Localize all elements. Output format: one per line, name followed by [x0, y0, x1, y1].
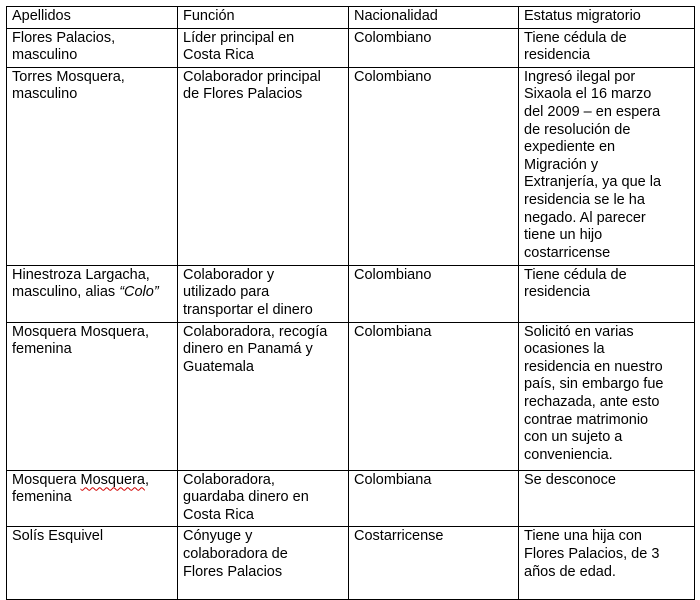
cell-apellidos: Hinestroza Largacha, masculino, alias “Colo” [7, 265, 178, 322]
cell-estatus: Se desconoce [519, 470, 695, 527]
cell-nacionalidad: Colombiano [349, 265, 519, 322]
table-row [7, 265, 695, 322]
cell-apellidos: Mosquera Mosquera, femenina [7, 470, 178, 527]
table-header-row [7, 7, 695, 29]
table-row [7, 470, 695, 527]
cell-nacionalidad: Costarricense [349, 527, 519, 600]
header-funcion: Función [178, 7, 349, 29]
cell-estatus: Tiene cédula de residencia [519, 265, 695, 322]
header-apellidos: Apellidos [7, 7, 178, 29]
table-row [7, 527, 695, 600]
cell-apellidos: Torres Mosquera, masculino [7, 67, 178, 265]
cell-funcion: Colaboradora, recogía dinero en Panamá y Guatemala [178, 322, 349, 470]
cell-funcion: Cónyuge y colaboradora de Flores Palacios [178, 527, 349, 600]
spellcheck-underlined-word: Mosquera [80, 471, 145, 488]
table-row [7, 28, 695, 67]
cell-apellidos: Flores Palacios, masculino [7, 28, 178, 67]
alias-text: “Colo” [119, 284, 159, 301]
cell-nacionalidad: Colombiana [349, 322, 519, 470]
cell-nacionalidad: Colombiano [349, 28, 519, 67]
cell-nacionalidad: Colombiano [349, 67, 519, 265]
migration-status-table [6, 6, 695, 600]
cell-funcion: Colaborador y utilizado para transportar el dinero [178, 265, 349, 322]
cell-estatus: Tiene una hija con Flores Palacios, de 3 años de edad. [519, 527, 695, 600]
header-estatus-migratorio: Estatus migratorio [519, 7, 695, 29]
cell-estatus: Ingresó ilegal por Sixaola el 16 marzo del 2009 – en espera de resolución de expediente en Migración y Extranjería, ya que la residencia se le ha negado. Al parecer tiene un hijo costarricense [519, 67, 695, 265]
cell-estatus: Solicitó en varias ocasiones la residencia en nuestro país, sin embargo fue rechazada, ante esto contrae matrimonio con un sujeto a conveniencia. [519, 322, 695, 470]
cell-estatus: Tiene cédula de residencia [519, 28, 695, 67]
table-row [7, 322, 695, 470]
header-nacionalidad: Nacionalidad [349, 7, 519, 29]
cell-funcion: Líder principal en Costa Rica [178, 28, 349, 67]
cell-funcion: Colaborador principal de Flores Palacios [178, 67, 349, 265]
cell-apellidos: Solís Esquivel [7, 527, 178, 600]
table-row [7, 67, 695, 265]
cell-funcion: Colaboradora, guardaba dinero en Costa Rica [178, 470, 349, 527]
cell-nacionalidad: Colombiana [349, 470, 519, 527]
cell-apellidos: Mosquera Mosquera, femenina [7, 322, 178, 470]
